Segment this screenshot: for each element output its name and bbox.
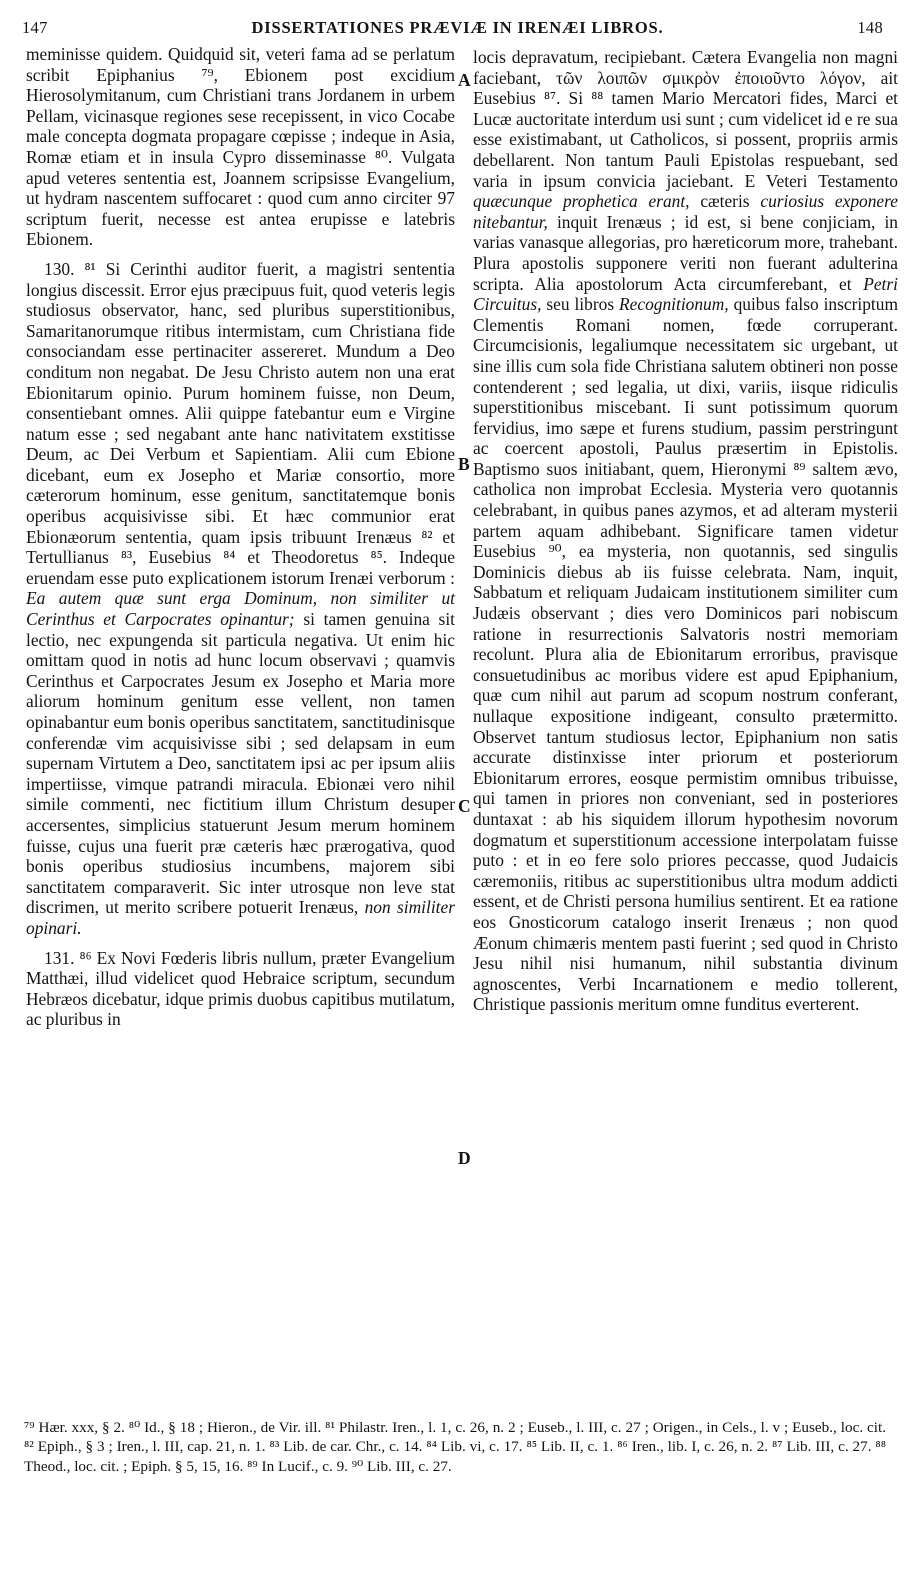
paragraph-131 — [26, 948, 455, 1030]
page-number-left: 147 — [22, 18, 48, 37]
italic-title: Petri Circuitus, — [473, 273, 898, 315]
paragraph-text: seu libros — [546, 294, 615, 315]
running-header — [18, 14, 897, 38]
footnotes: ⁷⁹ Hær. xxx, § 2. ⁸⁰ Id., § 18 ; Hieron., de Vir. ill. ⁸¹ Philastr. Iren., l. 1, c. 26, n. 2 ; Euseb., l. III, c. 27 ; Origen., in Cels., l. v ; Euseb., loc. cit. ⁸² Epiph., § 3 ; Iren., l. III, cap. 21, n. 1. ⁸³ Lib. de car. Chr., c. 14. ⁸⁴ Lib. vi, c. 17. ⁸⁵ Lib. II, c. 1. ⁸⁶ Iren., lib. I, c. 26, n. 2. ⁸⁷ Lib. III, c. 27. ⁸⁸ Theod., loc. cit. ; Epiph. § 5, 15, 16. ⁸⁹ In Lucif., c. 9. ⁹⁰ Lib. III, c. 27. — [24, 1419, 886, 1475]
italic-quote: quæcunque prophetica erant, — [473, 191, 690, 212]
paragraph — [473, 47, 898, 1015]
paragraph-text: si tamen genuina sit lectio, nec expungenda sit particula negativa. Ut enim hic omittam quod in notis ad hunc locum observavi ; quamvis Cerinthus et Carpocrates Jesum ex Josepho et Maria more aliorum hominum genitum esse vellent, non tamen opinabantur eum bonis operibus sanctitatem, sanctitudinisque conferendæ vim acquisivisse sibi ; sed delapsam in eum supernam Virtutem a Deo, sanctitatem ipsi ac per ipsum aliis impertiisse, vimque patrandi miracula. Ebionæi vero nihil simile commenti, nec fictitium illum Christum desuper accersentes, simplicius statuerunt Jesum merum hominem fuisse, cujus una fuerit præ cæteris hæc prærogativa, quod bonis operibus studiosius incumbens, majorem sibi sanctitatem comparaverit. Sic inter utrosque non leve stat discrimen, ut merito scribere potuerit Irenæus, — [26, 609, 455, 918]
italic-title: Recognitionum, — [619, 294, 729, 315]
margin-marker-b: B — [458, 454, 470, 474]
italic-quote: curiosius exponere nitebantur, — [473, 191, 898, 232]
paragraph-130 — [26, 259, 455, 939]
paragraph-text: locis depravatum, recipiebant. Cætera Evangelia non magni faciebant, τῶν λοιπῶν σμικρὸν ἐποιοῦντο λόγον, ait Eusebius ⁸⁷. Si ⁸⁸ tamen Mario Mercatori fides, Marci et Lucæ auctoritate interdum usi sunt ; cum videlicet id e re sua esse existimabant, ut Catholicos, si possent, propriis armis debellarent. Non tantum Pauli Epistolas respuebant, sed varia in ipsum convicia jaciebant. E Veteri Testamento — [473, 47, 898, 191]
paragraph-text: inquit Irenæus ; id est, si bene conjiciam, in varias vanasque allegorias, pro hæreticorum more, trahebant. Plura apostolis supponere veriti non fuerant adulterina scripta. Alia apostolorum Acta circumferebant, et — [473, 211, 898, 294]
right-column — [473, 47, 898, 1015]
paragraph-text: cæteris — [700, 191, 750, 212]
running-title: DISSERTATIONES PRÆVIÆ IN IRENÆI LIBROS. — [251, 18, 664, 37]
two-column-body — [18, 44, 897, 1424]
margin-marker-d: D — [458, 1148, 471, 1168]
section-number: 131. — [44, 947, 75, 968]
paragraph-text: ⁸⁶ Ex Novi Fœderis libris nullum, præter Evangelium Matthæi, illud videlicet quod Hebraice scriptum, secundum Hebræos dicebatur, idque primis duobus capitibus mutilatum, ac pluribus in — [26, 947, 455, 1030]
italic-quote: Ea autem quæ sunt erga Dominum, non similiter ut Cerinthus et Carpocrates opinantur; — [26, 588, 455, 630]
paragraph-text: ⁸¹ Si Cerinthi auditor fuerit, a magistri sententia longius discessit. Error ejus præcipuus fuit, quod veteris legis studiosus observator, hanc, sed pluribus superstitionibus, Samaritanorumque ritibus intermistam, cum Christiana fide consociandam esse pertinaciter assereret. Mundum a Deo conditum non negabat. De Jesu Christo autem non una erat Ebionitarum opinio. Purum hominem fuisse, non Deum, consentiebant omnes. Alii quippe fatebantur eum e Virgine natum esse ; sed negabant ante hanc nativitatem exstitisse Deum, ac Dei Verbum et Sapientiam. Alii cum Ebione dicebant, eum ex Josepho et Mariæ consortio, more cæterorum hominum, esse genitum, sanctitatemque bonis operibus acquisivisse sibi. Et hæc communior erat Ebionæorum sententia, quam ipsis tribuunt Irenæus ⁸² et Tertullianus ⁸³, Eusebius ⁸⁴ et Theodoretus ⁸⁵. Indeque eruendam esse puto explicationem istorum Irenæi verborum : — [26, 258, 455, 588]
section-number: 130. — [44, 258, 75, 279]
left-column — [26, 44, 455, 1030]
margin-marker-a: A — [458, 70, 471, 90]
paragraph: meminisse quidem. Quidquid sit, veteri fama ad se perlatum scribit Epiphanius ⁷⁹, Ebionem post excidium Hierosolymitanum, cum Christiani trans Jordanem in urbem Pellam, vicinasque regiones sese recepissent, in vico Cocabe male concepta dogmata propagare cœpisse ; indeque in Asia, Romæ etiam et in insula Cypro disseminasse ⁸⁰. Vulgata apud veteres sententia est, Joannem scripsisse Evangelium, ut hydram nascentem suffocaret : quod cum anno circiter 97 scriptum fuerit, necesse est antea erupisse e latebris Ebionem. — [26, 44, 455, 250]
italic-quote: non similiter opinari. — [26, 897, 455, 938]
margin-marker-c: C — [458, 796, 471, 816]
paragraph-text: quibus falso inscriptum Clementis Romani nomen, fœde corruperant. Circumcisionis, legaliumque necessitatem sic urgebant, ut sine illis cum sola fide Christiana salutem obtineri non posse contenderent ; sed legalia, ut dixi, variis, iisque ridiculis superstitionibus miscebant. Ii sunt potissimum quorum fervidius, imo sæpe et furens studium, passim perstringunt ac coercent apostoli, Paulus præsertim in Epistolis. Baptismo suos initiabant, quem, Hieronymi ⁸⁹ saltem ævo, catholica non improbat Ecclesia. Mysteria vero quotannis celebrabant, in quibus panes azymos, et ad alteram mysterii partem aquam adhibebant. Significare tamen videtur Eusebius ⁹⁰, ea mysteria, non quotannis, sed singulis Dominicis diebus ab iis fuisse celebrata. Nam, inquit, Sabbatum et reliquam Judaicam institutionem similiter cum Judæis observant ; dies vero Dominicos pari nobiscum ratione in resurrectionis Salvatoris nostri memoriam recolunt. Plura alia de Ebionitarum erroribus, pravisque consuetudinibus ac moribus videre est apud Epiphanium, quæ cum nihil aut parum ad scopum nostrum conferant, nullaque expositione indigeant, consulto prætermitto. Observet tantum studiosus lector, Epiphanium non satis accurate distinxisse inter priorum et posteriorum Ebionitarum errores, eosque permistim omnibus tribuisse, qui tamen in priores non conveniant, sed in posteriores duntaxat : ab his siquidem illorum hypothesim novorum dogmatum et superstitionum accessione interpolatam fuisse puto : et in eo fere solo priores peccasse, quod Judaicis cæremoniis, ritibus ac superstitionibus ultra modum addicti essent, et de Christi persona humilius sentirent. Et ea ratione eos Gnosticorum catalogo inserit Irenæus ; non quod Æonum chimæris mentem pasti fuerint ; sed quod in Christo Jesu nihil nisi humanum, nihil substantia divinum agnoscentes, Verbi Incarnationem e medio tollerent, Christique passionis meritum omne funditus everterent. — [473, 294, 898, 1015]
page-number-right: 148 — [857, 18, 883, 37]
